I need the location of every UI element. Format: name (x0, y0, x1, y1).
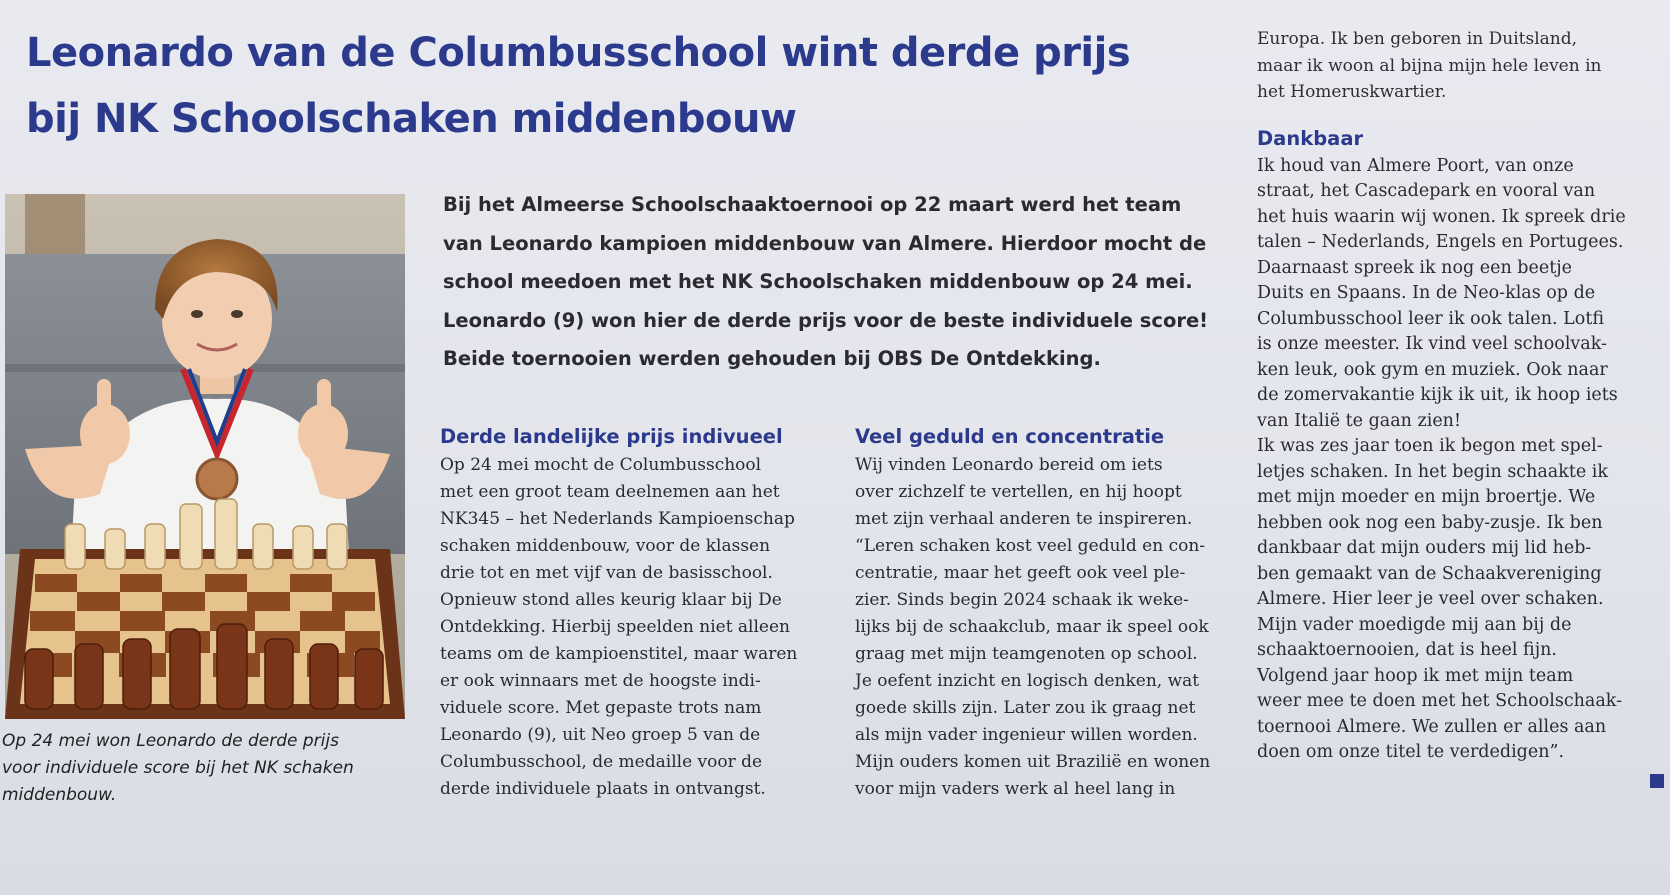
text-line: drie tot en met vijf van de basisschool. (440, 563, 773, 583)
intro-line: van Leonardo kampioen middenbouw van Almere. Hierdoor mocht de (443, 231, 1207, 255)
text-line: Op 24 mei mocht de Columbusschool (440, 455, 762, 475)
text-line: teams om de kampioenstitel, maar waren (440, 644, 798, 664)
text-line: van Italië te gaan zien! (1257, 410, 1461, 431)
text-line: maar ik woon al bijna mijn hele leven in (1257, 55, 1602, 76)
intro-line: Bij het Almeerse Schoolschaaktoernooi op 22 maart werd het team (443, 193, 1182, 216)
text-line: Opnieuw stond alles keurig klaar bij De (440, 590, 782, 610)
text-line: viduele score. Met gepaste trots nam (440, 698, 762, 718)
text-line: hebben ook nog een baby-zusje. Ik ben (1257, 512, 1603, 533)
caption-line: Op 24 mei won Leonardo de derde prijs (2, 731, 339, 751)
text-line: voor mijn vaders werk al heel lang in (855, 779, 1176, 799)
text-line: ken leuk, ook gym en muziek. Ook naar (1257, 359, 1608, 380)
intro-paragraph (443, 186, 1233, 379)
text-line: toernooi Almere. We zullen er alles aan (1257, 716, 1607, 737)
text-line: over zichzelf te vertellen, en hij hoopt (855, 482, 1182, 502)
text-line: het huis waarin wij wonen. Ik spreek drie (1257, 206, 1626, 227)
text-line: talen – Nederlands, Engels en Portugees. (1257, 232, 1624, 252)
column-text (1257, 154, 1662, 766)
text-line: Ik was zes jaar toen ik begon met spel- (1257, 436, 1603, 456)
section-heading: Veel geduld en concentratie (855, 425, 1165, 448)
text-line: Daarnaast spreek ik nog een beetje (1257, 257, 1573, 278)
headline-line-2: bij NK Schoolschaken middenbouw (26, 96, 797, 142)
text-line: “Leren schaken kost veel geduld en con- (855, 536, 1206, 556)
text-line: schaaktoernooien, dat is heel fijn. (1257, 640, 1557, 660)
text-line: zier. Sinds begin 2024 schaak ik weke- (855, 590, 1189, 610)
text-line: Mijn vader moedigde mij aan bij de (1257, 614, 1572, 635)
column-geduld (855, 424, 1235, 803)
text-line: de zomervakantie kijk ik uit, ik hoop iets (1257, 385, 1618, 405)
text-line: NK345 – het Nederlands Kampioenschap (440, 509, 795, 529)
headline-line-1: Leonardo van de Columbusschool wint derde prijs (26, 30, 1131, 76)
column-dankbaar (1257, 26, 1662, 766)
text-line: Columbusschool, de medaille voor de (440, 752, 763, 772)
text-line: het Homeruskwartier. (1257, 82, 1447, 102)
caption-line: middenbouw. (2, 785, 117, 805)
text-line: Ontdekking. Hierbij speelden niet alleen (440, 617, 791, 637)
caption-line: voor individuele score bij het NK schaken (2, 758, 354, 778)
text-line: dankbaar dat mijn ouders mij lid heb- (1257, 538, 1592, 558)
intro-line: Leonardo (9) won hier de derde prijs voor de beste individuele score! (443, 308, 1209, 332)
text-line: met een groot team deelnemen aan het (440, 482, 780, 502)
text-line: graag met mijn teamgenoten op school. (855, 644, 1198, 664)
text-line: Volgend jaar hoop ik met mijn team (1257, 665, 1574, 686)
text-line: als mijn vader ingenieur willen worden. (855, 725, 1198, 745)
text-line: Mijn ouders komen uit Brazilië en wonen (855, 752, 1211, 772)
article-end-square (1650, 774, 1664, 788)
text-line: met mijn moeder en mijn broertje. We (1257, 487, 1596, 507)
chess-boy-photo (5, 194, 405, 719)
text-line: Je oefent inzicht en logisch denken, wat (855, 671, 1200, 691)
column-text (440, 452, 820, 803)
column-continued-text (1257, 26, 1662, 106)
column-derde-prijs (440, 424, 820, 803)
photo-caption (2, 728, 402, 809)
text-line: lijks bij de schaakclub, maar ik speel ook (855, 617, 1209, 637)
text-line: Ik houd van Almere Poort, van onze (1257, 155, 1574, 176)
article-headline (26, 20, 1226, 152)
text-line: met zijn verhaal anderen te inspireren. (855, 509, 1193, 529)
text-line: Almere. Hier leer je veel over schaken. (1257, 589, 1604, 609)
text-line: centratie, maar het geeft ook veel ple- (855, 563, 1186, 583)
text-line: Columbusschool leer ik ook talen. Lotfi (1257, 308, 1605, 329)
text-line: Leonardo (9), uit Neo groep 5 van de (440, 725, 761, 745)
text-line: ben gemaakt van de Schaakvereniging (1257, 563, 1602, 584)
text-line: Duits en Spaans. In de Neo-klas op de (1257, 283, 1596, 303)
text-line: weer mee te doen met het Schoolschaak- (1257, 691, 1622, 711)
intro-line: school meedoen met het NK Schoolschaken middenbouw op 24 mei. (443, 270, 1193, 293)
text-line: Europa. Ik ben geboren in Duitsland, (1257, 29, 1578, 49)
text-line: straat, het Cascadepark en vooral van (1257, 181, 1596, 201)
text-line: schaken middenbouw, voor de klassen (440, 536, 771, 556)
text-line: goede skills zijn. Later zou ik graag net (855, 698, 1196, 718)
text-line: derde individuele plaats in ontvangst. (440, 779, 766, 799)
text-line: Wij vinden Leonardo bereid om iets (855, 455, 1163, 475)
column-text (855, 452, 1235, 803)
section-heading: Dankbaar (1257, 126, 1364, 150)
text-line: doen om onze titel te verdedigen”. (1257, 742, 1565, 762)
text-line: er ook winnaars met de hoogste indi- (440, 671, 761, 691)
section-heading: Derde landelijke prijs indivueel (440, 425, 783, 448)
text-line: letjes schaken. In het begin schaakte ik (1257, 461, 1608, 482)
text-line: is onze meester. Ik vind veel schoolvak- (1257, 334, 1607, 354)
intro-line: Beide toernooien werden gehouden bij OBS De Ontdekking. (443, 347, 1101, 370)
